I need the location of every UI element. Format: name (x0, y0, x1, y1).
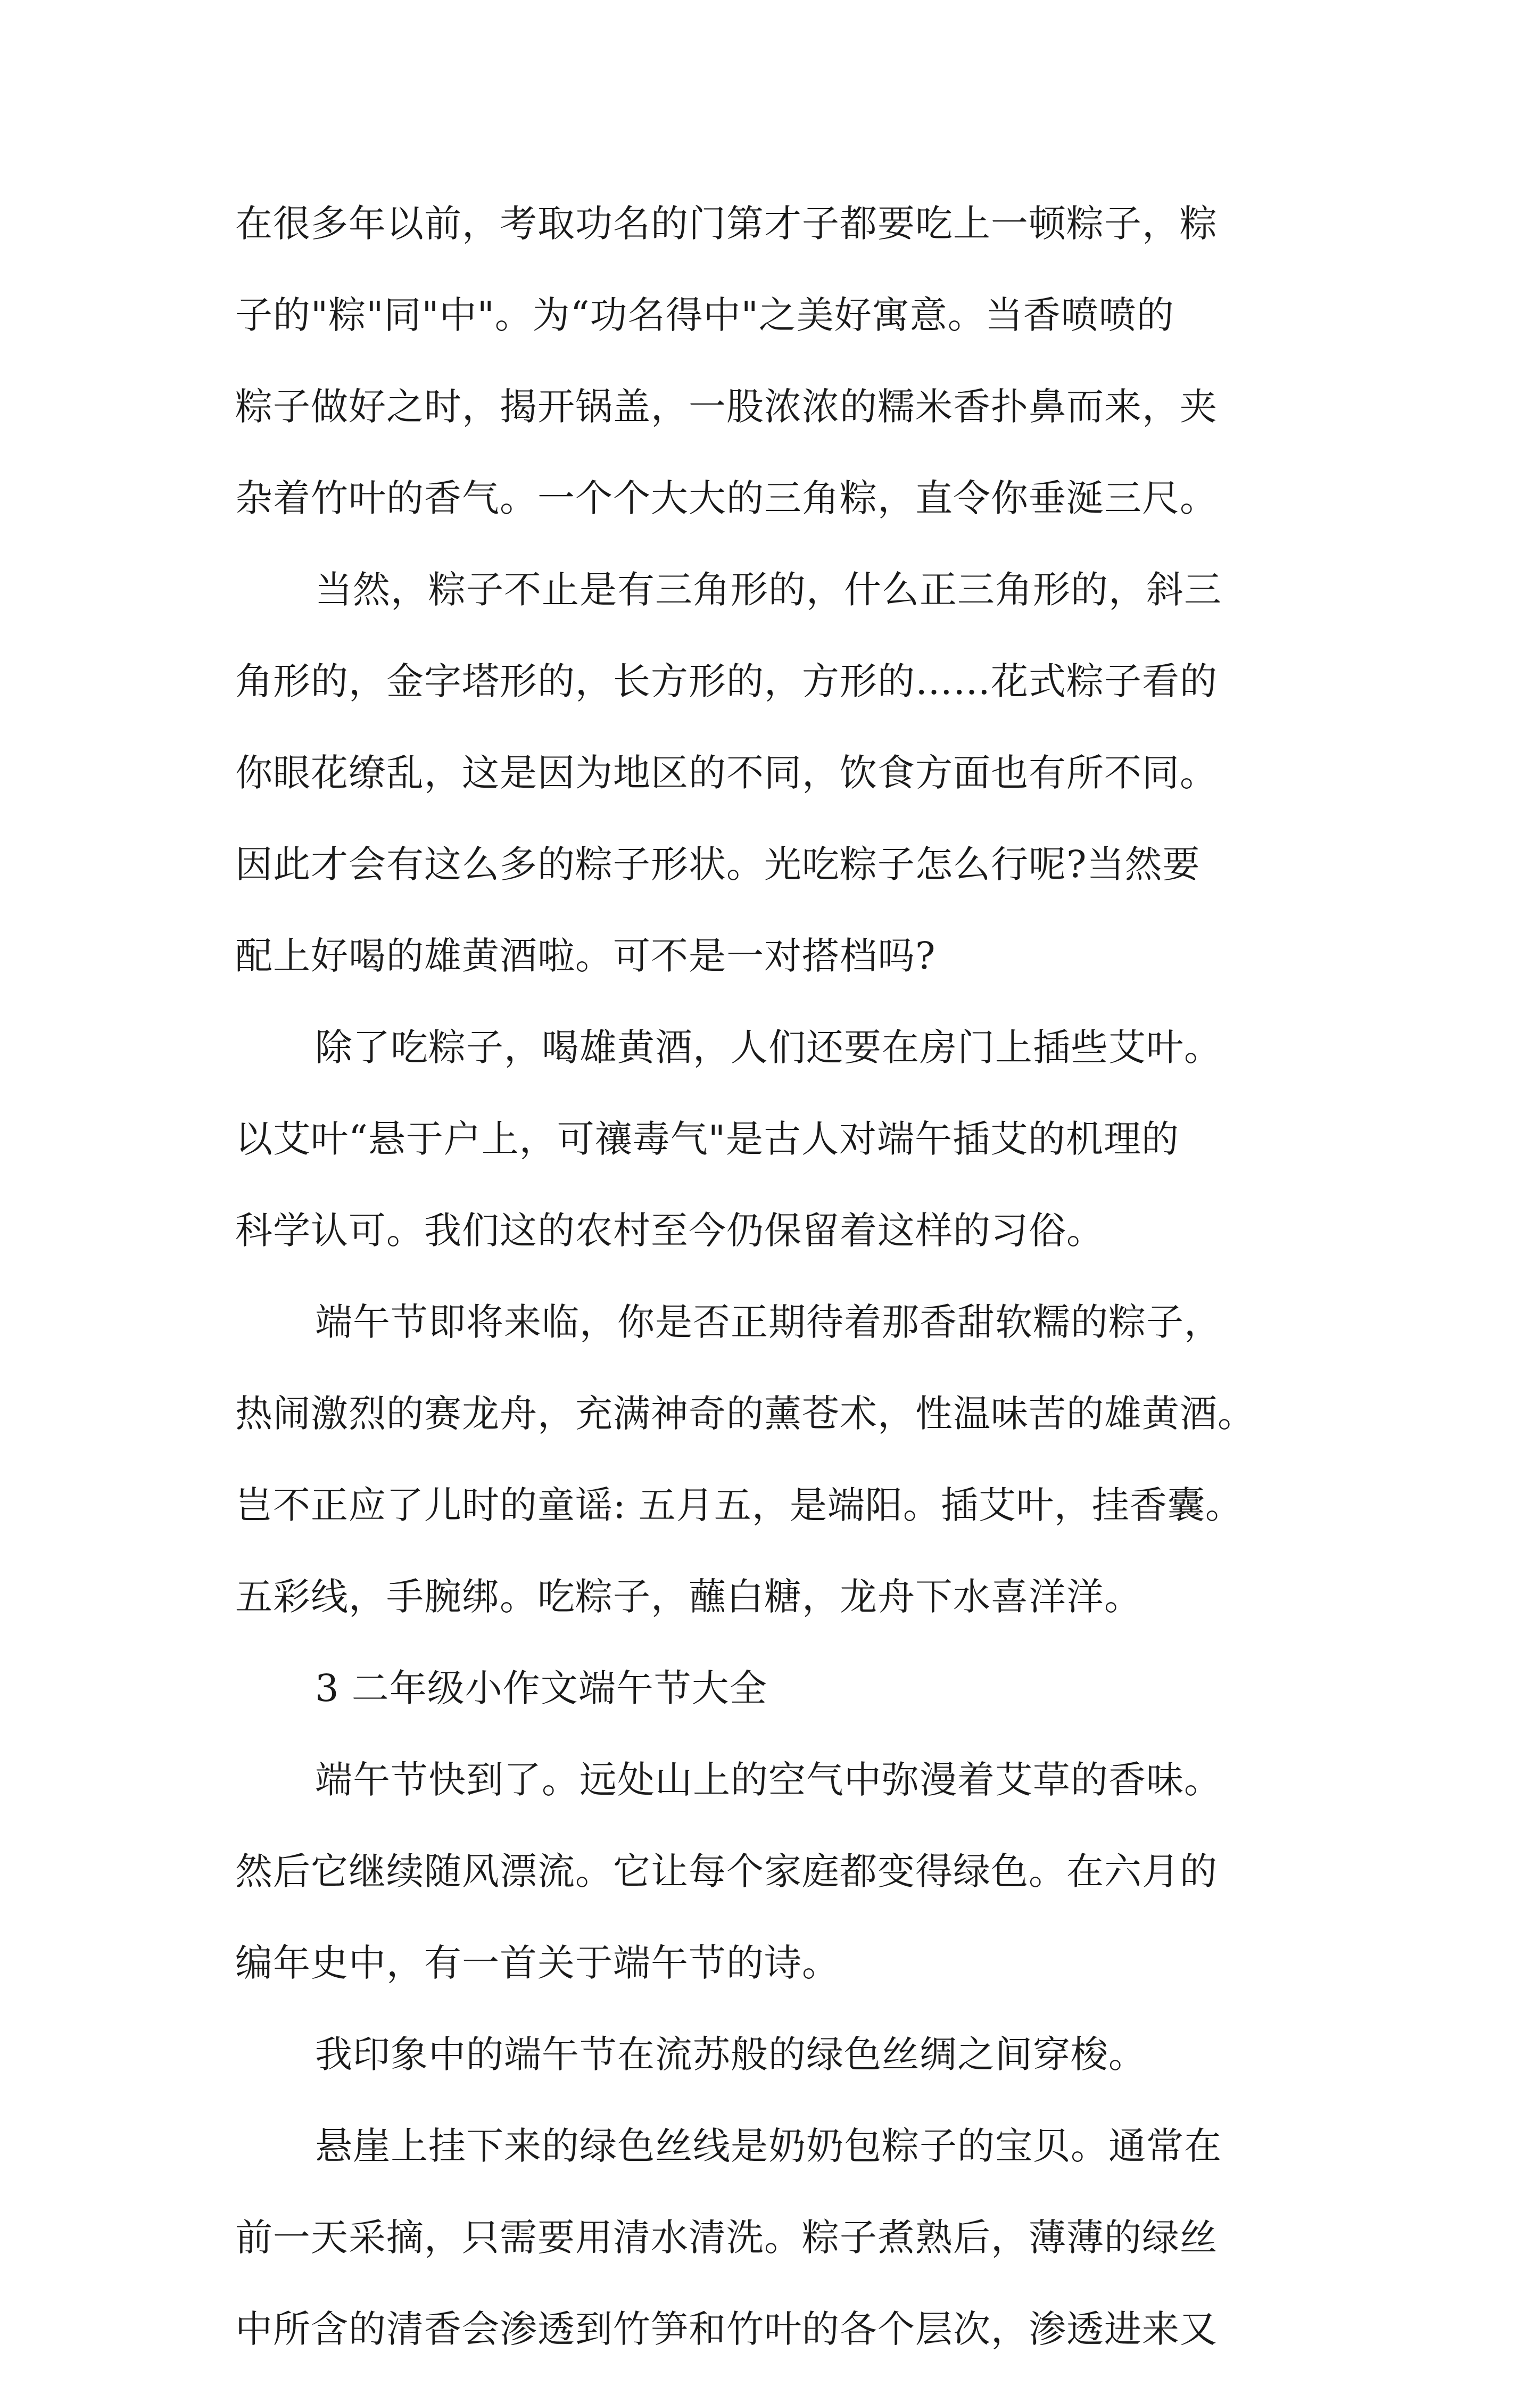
text-line-12: 科学认可。我们这的农村至今仍保留着这样的习俗。 (235, 1209, 1104, 1252)
text-line-4: 杂着竹叶的香气。一个个大大的三角粽，直令你垂涎三尺。 (235, 476, 1218, 520)
text-line-24: 中所含的清香会渗透到竹笋和竹叶的各个层次，渗透进来又 (235, 2307, 1218, 2351)
text-line-6: 角形的，金字塔形的，长方形的，方形的……花式粽子看的 (235, 659, 1218, 703)
text-line-7: 你眼花缭乱，这是因为地区的不同，饮食方面也有所不同。 (235, 751, 1218, 795)
text-line-3: 粽子做好之时，揭开锅盖，一股浓浓的糯米香扑鼻而来，夹 (235, 385, 1218, 428)
section-heading: 3 二年级小作文端午节大全 (315, 1666, 767, 1710)
text-line-11: 以艾叶“悬于户上，可禳毒气"是古人对端午插艾的机理的 (235, 1117, 1179, 1161)
text-line-16: 五彩线，手腕绑。吃粽子，蘸白糖，龙舟下水喜洋洋。 (235, 1575, 1142, 1619)
text-line-5: 当然，粽子不止是有三角形的，什么正三角形的，斜三 (315, 568, 1222, 612)
text-line-8: 因此才会有这么多的粽子形状。光吃粽子怎么行呢?当然要 (235, 843, 1200, 886)
text-line-15: 岂不正应了儿时的童谣: 五月五，是端阳。插艾叶，挂香囊。 (235, 1483, 1243, 1527)
text-line-14: 热闹激烈的赛龙舟，充满神奇的薰苍术，性温味苦的雄黄酒。 (235, 1392, 1255, 1435)
text-line-1: 在很多年以前，考取功名的门第才子都要吃上一顿粽子，粽 (235, 202, 1218, 245)
text-line-19: 然后它继续随风漂流。它让每个家庭都变得绿色。在六月的 (235, 1850, 1218, 1893)
text-line-20: 编年史中，有一首关于端午节的诗。 (235, 1941, 840, 1985)
text-line-18: 端午节快到了。远处山上的空气中弥漫着艾草的香味。 (315, 1758, 1222, 1802)
text-line-9: 配上好喝的雄黄酒啦。可不是一对搭档吗? (235, 934, 936, 978)
text-line-13: 端午节即将来临，你是否正期待着那香甜软糯的粽子， (315, 1300, 1222, 1344)
text-line-2: 子的"粽"同"中"。为“功名得中"之美好寓意。当香喷喷的 (235, 293, 1174, 337)
text-line-21: 我印象中的端午节在流苏般的绿色丝绸之间穿梭。 (315, 2033, 1146, 2076)
document-page (235, 197, 1321, 2394)
text-line-22: 悬崖上挂下来的绿色丝线是奶奶包粽子的宝贝。通常在 (315, 2124, 1222, 2168)
text-line-10: 除了吃粽子，喝雄黄酒，人们还要在房门上插些艾叶。 (315, 1026, 1222, 1069)
text-line-23: 前一天采摘，只需要用清水清洗。粽子煮熟后，薄薄的绿丝 (235, 2216, 1218, 2259)
